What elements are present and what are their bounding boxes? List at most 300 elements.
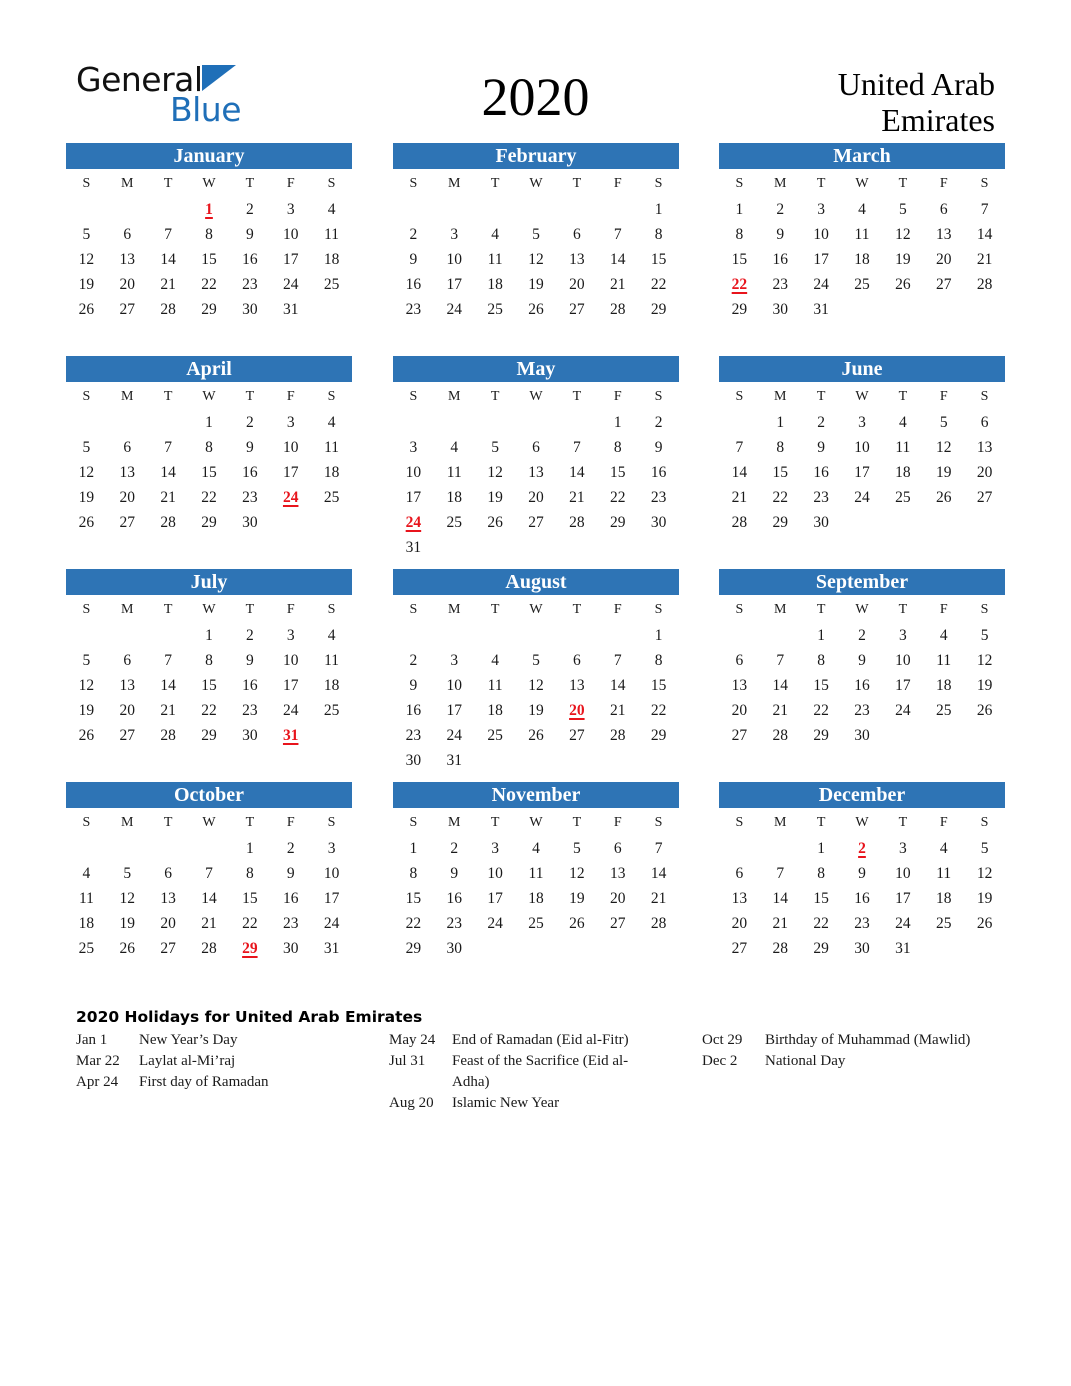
date: 27 bbox=[569, 727, 585, 744]
date: 16 bbox=[813, 464, 829, 481]
day-cell bbox=[556, 861, 597, 886]
date: 25 bbox=[487, 301, 503, 318]
date: 21 bbox=[569, 489, 585, 506]
date: 25 bbox=[528, 915, 544, 932]
date: 15 bbox=[201, 251, 217, 268]
weekday-label: F bbox=[939, 176, 948, 191]
date: 5 bbox=[82, 439, 91, 456]
day-cell bbox=[516, 272, 557, 297]
date: 4 bbox=[327, 414, 336, 431]
day-cell bbox=[148, 698, 189, 723]
day-cell bbox=[556, 673, 597, 698]
day-cell bbox=[189, 886, 230, 911]
holiday-date: 31 bbox=[282, 727, 299, 744]
day-cell bbox=[638, 911, 679, 936]
empty-cell bbox=[719, 410, 760, 435]
month-december bbox=[719, 782, 1005, 961]
weekday-label: T bbox=[572, 176, 582, 191]
date: 1 bbox=[409, 840, 418, 857]
date: 7 bbox=[164, 226, 172, 243]
day-cell bbox=[270, 886, 311, 911]
day-cell bbox=[882, 673, 923, 698]
day-cell bbox=[148, 297, 189, 322]
day-cell bbox=[229, 272, 270, 297]
day-cell bbox=[842, 197, 883, 222]
date: 21 bbox=[160, 276, 176, 293]
day-cell bbox=[842, 460, 883, 485]
date: 23 bbox=[854, 702, 870, 719]
day-cell bbox=[393, 673, 434, 698]
month-header: October bbox=[66, 782, 352, 808]
day-cell bbox=[516, 861, 557, 886]
day-cell bbox=[801, 435, 842, 460]
day-cell bbox=[393, 698, 434, 723]
day-cell bbox=[107, 911, 148, 936]
weekday-label: W bbox=[855, 815, 869, 830]
date: 25 bbox=[935, 702, 952, 719]
day-cell bbox=[148, 886, 189, 911]
day-cell bbox=[393, 836, 434, 861]
weekday-label: M bbox=[774, 815, 787, 830]
date: 4 bbox=[491, 226, 499, 243]
day-cell bbox=[516, 836, 557, 861]
date: 5 bbox=[572, 840, 581, 857]
day-cell bbox=[434, 861, 475, 886]
date: 3 bbox=[286, 414, 295, 431]
date: 9 bbox=[286, 865, 295, 882]
empty-cell bbox=[760, 836, 801, 861]
day-cell bbox=[923, 673, 964, 698]
date: 23 bbox=[242, 489, 258, 506]
date: 23 bbox=[242, 702, 258, 719]
date: 25 bbox=[895, 489, 911, 506]
date: 13 bbox=[528, 464, 544, 481]
day-cell bbox=[923, 222, 964, 247]
date: 29 bbox=[650, 727, 667, 744]
month-june bbox=[719, 356, 1005, 535]
date: 28 bbox=[609, 727, 626, 744]
month-days-grid bbox=[393, 171, 679, 322]
day-cell bbox=[964, 222, 1005, 247]
empty-cell bbox=[107, 836, 148, 861]
page-title-year: 2020 bbox=[481, 67, 590, 127]
month-february bbox=[393, 143, 679, 322]
date: 12 bbox=[976, 865, 993, 882]
date: 12 bbox=[78, 251, 95, 268]
date: 13 bbox=[160, 890, 176, 907]
day-cell bbox=[270, 648, 311, 673]
day-cell bbox=[882, 410, 923, 435]
weekday-label: T bbox=[245, 176, 255, 191]
day-cell bbox=[638, 272, 679, 297]
empty-cell bbox=[148, 410, 189, 435]
date: 7 bbox=[613, 652, 622, 669]
date: 7 bbox=[654, 840, 663, 857]
date: 22 bbox=[405, 915, 422, 932]
date: 17 bbox=[323, 890, 340, 907]
holiday-row-date: Oct 29 bbox=[702, 1032, 743, 1048]
date: 8 bbox=[817, 652, 825, 669]
date: 7 bbox=[776, 652, 785, 669]
weekday-label: F bbox=[613, 389, 622, 404]
weekday-label: F bbox=[286, 176, 295, 191]
day-cell bbox=[923, 247, 964, 272]
holiday-row bbox=[702, 1030, 1002, 1051]
weekday-label: M bbox=[774, 176, 787, 191]
day-cell bbox=[148, 510, 189, 535]
holiday-row-date: May 24 bbox=[389, 1032, 436, 1048]
date: 3 bbox=[450, 652, 459, 669]
day-cell bbox=[229, 623, 270, 648]
day-cell bbox=[229, 911, 270, 936]
day-cell bbox=[842, 911, 883, 936]
day-cell bbox=[311, 648, 352, 673]
weekday-label: T bbox=[898, 176, 908, 191]
date: 28 bbox=[160, 514, 176, 531]
empty-cell bbox=[393, 410, 434, 435]
date: 25 bbox=[935, 915, 952, 932]
day-cell bbox=[964, 485, 1005, 510]
date: 19 bbox=[528, 702, 544, 719]
date: 9 bbox=[817, 439, 825, 456]
day-cell bbox=[516, 510, 557, 535]
weekday-label: F bbox=[939, 389, 948, 404]
holiday-row-name: Birthday of Muhammad (Mawlid) bbox=[765, 1032, 971, 1048]
day-cell bbox=[760, 410, 801, 435]
date: 25 bbox=[78, 940, 95, 957]
day-cell bbox=[719, 886, 760, 911]
day-cell bbox=[842, 723, 883, 748]
day-cell bbox=[923, 485, 964, 510]
weekday-label: W bbox=[202, 176, 216, 191]
date: 23 bbox=[405, 301, 422, 318]
day-cell bbox=[229, 222, 270, 247]
date: 8 bbox=[654, 226, 663, 243]
day-cell bbox=[842, 698, 883, 723]
date: 12 bbox=[935, 439, 952, 456]
month-may bbox=[393, 356, 679, 560]
day-cell bbox=[882, 623, 923, 648]
date: 3 bbox=[898, 840, 907, 857]
holiday-row bbox=[702, 1051, 1002, 1072]
day-cell bbox=[475, 911, 516, 936]
day-cell bbox=[923, 272, 964, 297]
date: 30 bbox=[242, 514, 258, 531]
day-cell bbox=[638, 698, 679, 723]
day-cell bbox=[148, 911, 189, 936]
date: 28 bbox=[650, 915, 667, 932]
month-days-grid bbox=[393, 384, 679, 560]
day-cell bbox=[229, 510, 270, 535]
day-cell bbox=[801, 272, 842, 297]
day-cell bbox=[270, 272, 311, 297]
date: 1 bbox=[613, 414, 622, 431]
day-cell bbox=[393, 936, 434, 961]
date: 24 bbox=[854, 489, 870, 506]
day-cell bbox=[475, 510, 516, 535]
day-cell bbox=[189, 698, 230, 723]
day-cell bbox=[229, 485, 270, 510]
date: 7 bbox=[164, 439, 172, 456]
date: 11 bbox=[324, 226, 340, 243]
date: 10 bbox=[854, 439, 870, 456]
date: 24 bbox=[282, 702, 299, 719]
weekday-label: M bbox=[774, 389, 787, 404]
date: 10 bbox=[895, 865, 911, 882]
date: 27 bbox=[160, 940, 176, 957]
date: 24 bbox=[895, 702, 911, 719]
day-cell bbox=[393, 222, 434, 247]
date: 2 bbox=[245, 627, 254, 644]
day-cell bbox=[148, 435, 189, 460]
date: 26 bbox=[935, 489, 952, 506]
day-cell bbox=[597, 673, 638, 698]
date: 10 bbox=[813, 226, 829, 243]
date: 20 bbox=[731, 702, 748, 719]
weekday-label: M bbox=[121, 176, 134, 191]
weekday-label: F bbox=[939, 815, 948, 830]
day-cell bbox=[270, 698, 311, 723]
day-cell bbox=[719, 861, 760, 886]
date: 14 bbox=[731, 464, 748, 481]
date: 1 bbox=[817, 627, 825, 644]
day-cell bbox=[760, 272, 801, 297]
day-cell bbox=[66, 698, 107, 723]
day-cell bbox=[393, 886, 434, 911]
day-cell bbox=[760, 723, 801, 748]
empty-cell bbox=[719, 836, 760, 861]
day-cell bbox=[107, 648, 148, 673]
day-cell bbox=[801, 510, 842, 535]
day-cell bbox=[719, 247, 760, 272]
day-cell bbox=[107, 886, 148, 911]
date: 8 bbox=[613, 439, 622, 456]
date: 25 bbox=[323, 702, 340, 719]
day-cell bbox=[760, 435, 801, 460]
weekday-label: S bbox=[327, 389, 336, 404]
holiday-date: 20 bbox=[569, 702, 585, 719]
date: 20 bbox=[119, 489, 136, 506]
date: 2 bbox=[245, 201, 254, 218]
holiday-date: 2 bbox=[858, 840, 866, 857]
weekday-label: S bbox=[409, 815, 418, 830]
day-cell bbox=[270, 623, 311, 648]
day-cell bbox=[107, 936, 148, 961]
day-cell bbox=[229, 723, 270, 748]
day-cell bbox=[66, 911, 107, 936]
date: 12 bbox=[895, 226, 911, 243]
holiday-row bbox=[76, 1030, 376, 1051]
date: 31 bbox=[405, 539, 422, 556]
day-cell bbox=[882, 886, 923, 911]
weekday-label: M bbox=[121, 815, 134, 830]
day-cell bbox=[475, 861, 516, 886]
day-cell bbox=[270, 197, 311, 222]
day-cell bbox=[229, 460, 270, 485]
date: 21 bbox=[609, 702, 626, 719]
date: 1 bbox=[654, 627, 663, 644]
date: 12 bbox=[528, 251, 544, 268]
day-cell bbox=[597, 723, 638, 748]
date: 6 bbox=[613, 840, 622, 857]
weekday-label: S bbox=[327, 176, 336, 191]
date: 17 bbox=[446, 702, 463, 719]
weekday-label: M bbox=[448, 389, 461, 404]
date: 27 bbox=[569, 301, 585, 318]
date: 5 bbox=[898, 201, 907, 218]
day-cell bbox=[148, 247, 189, 272]
date: 5 bbox=[939, 414, 948, 431]
date: 17 bbox=[487, 890, 503, 907]
date: 3 bbox=[491, 840, 499, 857]
day-cell bbox=[719, 698, 760, 723]
weekday-label: M bbox=[448, 176, 461, 191]
day-cell bbox=[842, 648, 883, 673]
day-cell bbox=[148, 485, 189, 510]
weekday-label: T bbox=[490, 815, 500, 830]
holiday-row-name: End of Ramadan (Eid al-Fitr) bbox=[452, 1032, 629, 1048]
day-cell bbox=[516, 648, 557, 673]
month-days-grid bbox=[719, 384, 1005, 535]
date: 19 bbox=[976, 677, 993, 694]
day-cell bbox=[597, 222, 638, 247]
day-cell bbox=[923, 623, 964, 648]
logo-word-general: General bbox=[76, 60, 203, 99]
weekday-label: T bbox=[490, 176, 500, 191]
day-cell bbox=[148, 460, 189, 485]
date: 6 bbox=[123, 652, 132, 669]
weekday-label: T bbox=[898, 815, 908, 830]
day-cell bbox=[229, 673, 270, 698]
day-cell bbox=[311, 623, 352, 648]
day-cell bbox=[842, 485, 883, 510]
date: 11 bbox=[78, 890, 94, 907]
day-cell bbox=[189, 272, 230, 297]
day-cell bbox=[229, 410, 270, 435]
day-cell bbox=[311, 673, 352, 698]
day-cell bbox=[189, 911, 230, 936]
date: 12 bbox=[487, 464, 503, 481]
day-cell bbox=[597, 460, 638, 485]
day-cell bbox=[393, 648, 434, 673]
date: 20 bbox=[119, 276, 136, 293]
date: 27 bbox=[119, 301, 136, 318]
date: 1 bbox=[654, 201, 663, 218]
day-cell bbox=[189, 247, 230, 272]
weekday-label: S bbox=[654, 815, 663, 830]
date: 18 bbox=[446, 489, 463, 506]
empty-cell bbox=[719, 623, 760, 648]
month-october bbox=[66, 782, 352, 961]
day-cell bbox=[882, 936, 923, 961]
date: 5 bbox=[491, 439, 499, 456]
date: 2 bbox=[409, 652, 418, 669]
holiday-row bbox=[389, 1030, 659, 1051]
weekday-label: S bbox=[654, 389, 663, 404]
date: 14 bbox=[609, 251, 626, 268]
date: 25 bbox=[323, 489, 340, 506]
date: 23 bbox=[282, 915, 299, 932]
day-cell bbox=[842, 836, 883, 861]
date: 29 bbox=[772, 514, 789, 531]
date: 22 bbox=[201, 702, 217, 719]
date: 7 bbox=[735, 439, 744, 456]
day-cell bbox=[638, 861, 679, 886]
weekday-label: T bbox=[163, 602, 173, 617]
holiday-row-name: Islamic New Year bbox=[452, 1095, 560, 1111]
holiday-row bbox=[76, 1051, 376, 1072]
date: 29 bbox=[405, 940, 422, 957]
weekday-label: M bbox=[121, 602, 134, 617]
day-cell bbox=[393, 435, 434, 460]
day-cell bbox=[801, 197, 842, 222]
day-cell bbox=[760, 485, 801, 510]
day-cell bbox=[434, 911, 475, 936]
day-cell bbox=[516, 297, 557, 322]
date: 14 bbox=[976, 226, 993, 243]
day-cell bbox=[311, 861, 352, 886]
day-cell bbox=[393, 510, 434, 535]
date: 21 bbox=[650, 890, 667, 907]
date: 15 bbox=[813, 890, 829, 907]
month-header: April bbox=[66, 356, 352, 382]
date: 1 bbox=[205, 627, 213, 644]
holiday-row-date: Jul 31 bbox=[389, 1053, 426, 1069]
date: 14 bbox=[201, 890, 217, 907]
day-cell bbox=[311, 222, 352, 247]
date: 11 bbox=[487, 251, 503, 268]
date: 30 bbox=[405, 752, 422, 769]
month-header: February bbox=[393, 143, 679, 169]
day-cell bbox=[66, 222, 107, 247]
date: 26 bbox=[119, 940, 136, 957]
day-cell bbox=[801, 911, 842, 936]
day-cell bbox=[189, 510, 230, 535]
date: 19 bbox=[78, 489, 95, 506]
day-cell bbox=[923, 410, 964, 435]
date: 16 bbox=[282, 890, 299, 907]
day-cell bbox=[516, 723, 557, 748]
date: 29 bbox=[201, 514, 217, 531]
date: 10 bbox=[487, 865, 503, 882]
day-cell bbox=[107, 435, 148, 460]
month-header: January bbox=[66, 143, 352, 169]
date: 20 bbox=[731, 915, 748, 932]
day-cell bbox=[393, 485, 434, 510]
day-cell bbox=[964, 435, 1005, 460]
weekday-label: S bbox=[654, 176, 663, 191]
date: 27 bbox=[119, 514, 136, 531]
date: 26 bbox=[78, 514, 95, 531]
date: 3 bbox=[898, 627, 907, 644]
day-cell bbox=[270, 836, 311, 861]
day-cell bbox=[189, 435, 230, 460]
day-cell bbox=[760, 297, 801, 322]
date: 9 bbox=[245, 226, 254, 243]
weekday-label: S bbox=[327, 602, 336, 617]
day-cell bbox=[923, 836, 964, 861]
date: 13 bbox=[119, 464, 136, 481]
empty-cell bbox=[189, 836, 230, 861]
month-march bbox=[719, 143, 1005, 322]
date: 29 bbox=[650, 301, 667, 318]
date: 13 bbox=[119, 251, 136, 268]
date: 19 bbox=[935, 464, 952, 481]
holidays-title: 2020 Holidays for United Arab Emirates bbox=[76, 1008, 423, 1026]
date: 23 bbox=[772, 276, 789, 293]
empty-cell bbox=[475, 623, 516, 648]
date: 8 bbox=[205, 439, 213, 456]
